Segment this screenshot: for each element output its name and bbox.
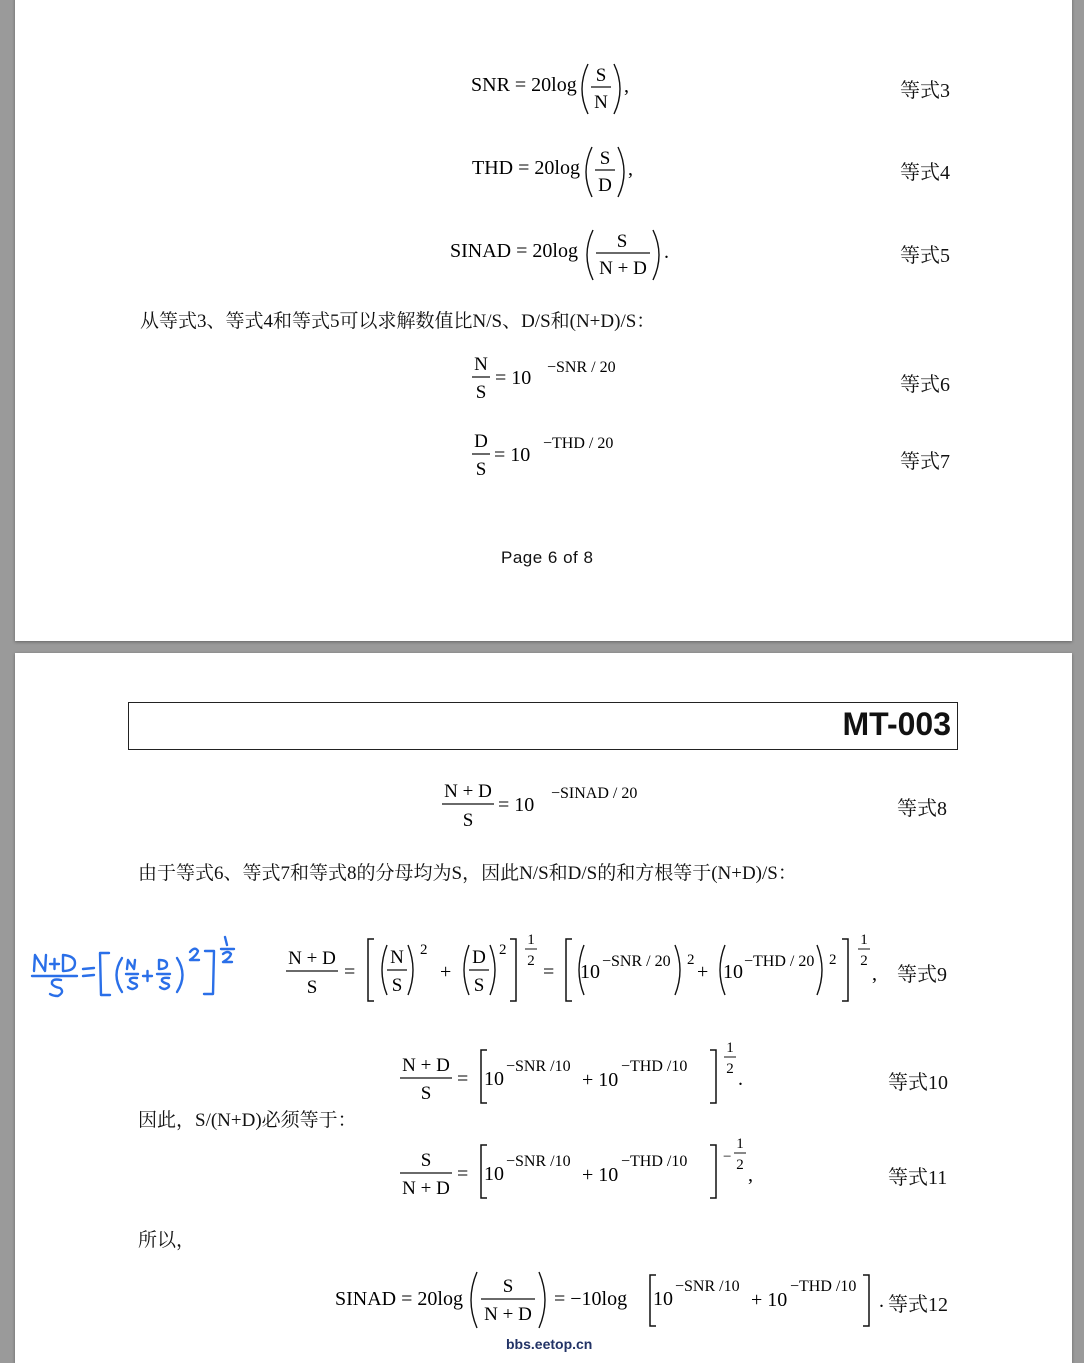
eq8-denominator: S [462,810,474,831]
eq10-exp-thd: −THD /10 [621,1058,688,1075]
document-page-6 [15,0,1072,641]
eq12-lhs: SINAD = 20log [335,1288,463,1310]
eq9-half-numerator-2: 1 [860,932,868,948]
eq11-ten: 10 [484,1163,504,1185]
watermark-url: bbs.eetop.cn [506,1336,593,1352]
eq3-numerator: S [595,65,607,86]
eq11-numerator: S [420,1150,432,1171]
eq9-ten-1: 10 [580,961,600,983]
eq5-label: 等式5 [900,245,950,267]
eq3-label: 等式3 [900,80,950,102]
equation-6 [470,351,640,409]
eq12-ten: 10 [653,1288,673,1310]
equation-7 [470,428,640,486]
eq11-denominator: N + D [402,1178,450,1199]
eq9-label: 等式9 [897,964,947,986]
eq10-label: 等式10 [888,1072,948,1094]
eq9-exp-snr: −SNR / 20 [602,953,671,970]
eq11-equals: = [457,1163,469,1185]
eq9-square-2: 2 [499,942,507,958]
eq8-rhs: = 10 [498,794,535,816]
equation-4 [465,139,655,199]
eq12-numerator: S [502,1276,514,1297]
eq9-ten-2: 10 [723,961,743,983]
eq12-mid: = −10log [554,1288,628,1310]
handwritten-annotation [27,925,265,1003]
eq9-square-3: 2 [687,952,695,968]
eq12-label: 等式12 [888,1294,948,1316]
equation-3 [465,56,645,116]
eq12-exp-snr: −SNR /10 [675,1278,740,1295]
eq11-exp-snr: −SNR /10 [506,1153,571,1170]
equation-8 [435,775,675,835]
eq11-pow-denominator: 2 [736,1157,744,1173]
paragraph-so: 所以， [138,1230,196,1251]
eq9-plus-1: + [440,961,452,983]
eq9-exp-thd: −THD / 20 [744,953,815,970]
equation-9 [280,923,880,1008]
eq4-lhs: THD = 20log [472,157,580,179]
eq10-pow-denominator: 2 [726,1061,734,1077]
eq10-numerator: N + D [402,1055,450,1076]
paragraph-therefore: 因此，S/(N+D)必须等于： [138,1110,357,1131]
eq3-lhs: SNR = 20log [471,74,577,96]
equation-11 [393,1128,763,1208]
eq9-equals-2: = [543,961,555,983]
eq8-numerator: N + D [444,781,492,802]
eq9-plus-2: + [697,961,709,983]
eq7-rhs: = 10 [494,444,531,466]
eq11-exp-thd: −THD /10 [621,1153,688,1170]
eq6-exponent: −SNR / 20 [547,359,616,376]
paragraph-solve-ratios: 从等式3、等式4和等式5可以求解数值比N/S、D/S和(N+D)/S： [140,311,656,332]
eq7-denominator: S [475,459,487,480]
eq9-half-denominator-2: 2 [860,953,868,969]
eq3-denominator: N [594,92,608,113]
eq4-numerator: S [599,148,611,169]
eq9-half-numerator-1: 1 [527,932,535,948]
eq5-denominator: N + D [599,258,647,279]
eq10-exp-snr: −SNR /10 [506,1058,571,1075]
eq9-term2-numerator: D [472,947,486,968]
eq9-half-denominator-1: 2 [527,953,535,969]
eq9-term1-numerator: N [390,947,404,968]
eq5-numerator: S [616,231,628,252]
eq11-label: 等式11 [888,1167,948,1189]
eq12-plus-ten: + 10 [751,1289,788,1311]
eq10-denominator: S [420,1083,432,1104]
eq12-denominator: N + D [484,1304,532,1325]
eq9-term1-denominator: S [391,975,403,996]
document-page-7 [15,653,1072,1363]
eq5-tail: . [664,241,669,263]
paragraph-rss: 由于等式6、等式7和等式8的分母均为S，因此N/S和D/S的和方根等于(N+D)/S： [138,863,797,884]
equation-5 [445,222,685,282]
eq11-pow-numerator: 1 [736,1136,744,1152]
eq8-exponent: −SINAD / 20 [551,785,638,802]
eq10-tail: . [738,1068,743,1090]
eq9-equals-1: = [344,961,356,983]
eq10-ten: 10 [484,1068,504,1090]
eq11-tail: , [748,1164,753,1186]
eq5-lhs: SINAD = 20log [450,240,578,262]
eq10-pow-numerator: 1 [726,1040,734,1056]
eq7-label: 等式7 [900,451,950,473]
eq6-label: 等式6 [900,374,950,396]
page-number: Page 6 of 8 [501,548,594,567]
eq11-plus-ten: + 10 [582,1164,619,1186]
eq11-pow-sign: − [723,1149,732,1165]
eq9-lhs-denominator: S [306,977,318,998]
eq4-tail: , [628,158,633,180]
document-code: MT-003 [842,706,951,742]
eq9-term2-denominator: S [473,975,485,996]
eq6-numerator: N [474,354,488,375]
eq7-exponent: −THD / 20 [543,435,614,452]
eq7-numerator: D [474,431,488,452]
equation-10 [393,1033,753,1113]
eq3-tail: , [624,75,629,97]
eq6-rhs: = 10 [495,367,532,389]
eq10-plus-ten: + 10 [582,1069,619,1091]
eq9-tail: , [872,963,877,985]
eq12-tail: . [879,1290,884,1312]
eq6-denominator: S [475,382,487,403]
eq4-denominator: D [598,175,612,196]
page-header-box [128,702,958,750]
eq8-label: 等式8 [897,798,947,820]
equation-12 [330,1263,885,1333]
eq4-label: 等式4 [900,162,950,184]
eq9-square-1: 2 [420,942,428,958]
eq9-square-4: 2 [829,952,837,968]
eq12-exp-thd: −THD /10 [790,1278,857,1295]
eq9-lhs-numerator: N + D [288,948,336,969]
eq10-equals: = [457,1068,469,1090]
